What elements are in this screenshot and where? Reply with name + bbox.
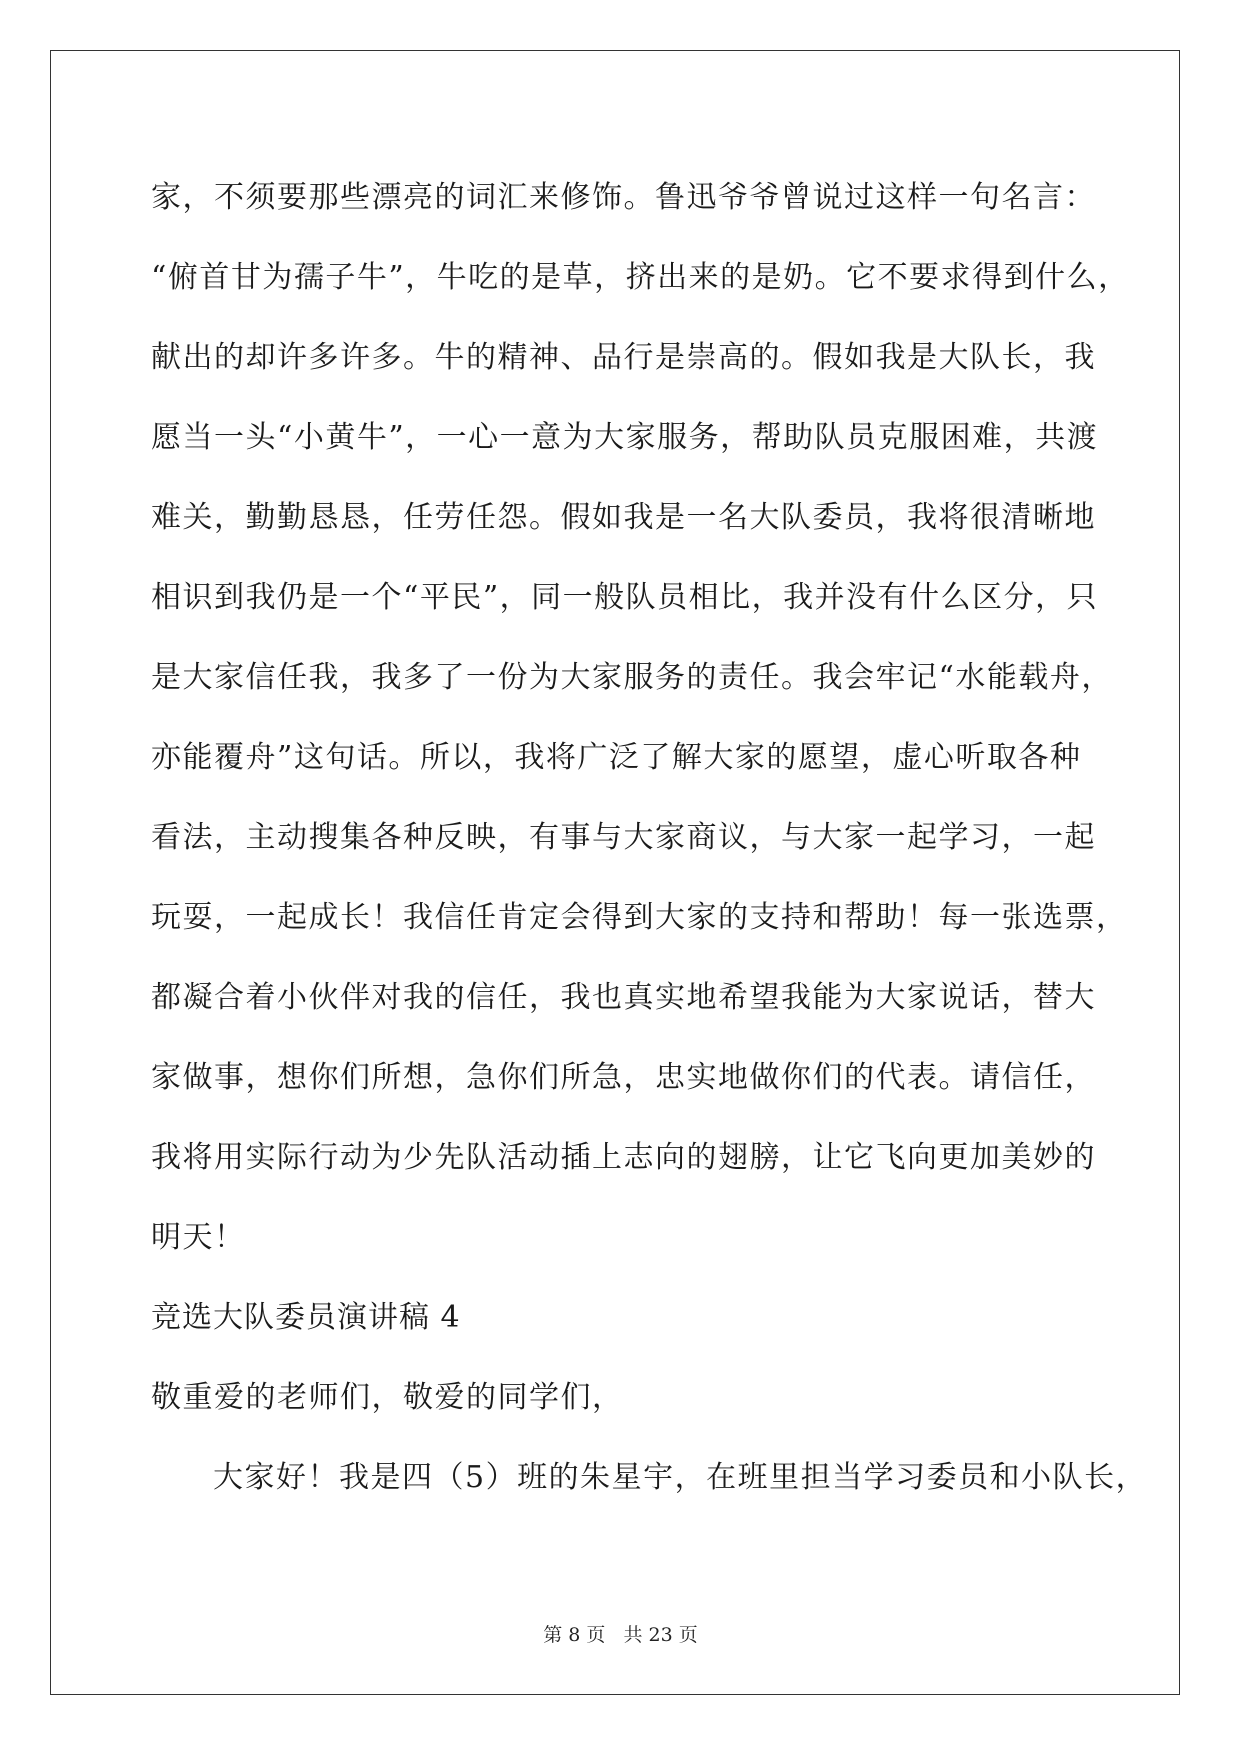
- text-line: 愿当一头“小黄牛”，一心一意为大家服务，帮助队员克服困难，共渡: [151, 420, 1099, 455]
- text-line: 我将用实际行动为少先队活动插上志向的翅膀，让它飞向更加美妙的: [151, 1140, 1096, 1175]
- document-body: [151, 158, 1148, 1518]
- text-line: 玩耍，一起成长！我信任肯定会得到大家的支持和帮助！每一张选票，: [151, 900, 1128, 935]
- text-line: 都凝合着小伙伴对我的信任，我也真实地希望我能为大家说话，替大: [151, 980, 1096, 1015]
- text-line: “俯首甘为孺子牛”，牛吃的是草，挤出来的是奶。它不要求得到什么，: [151, 260, 1130, 295]
- text-line: 家，不须要那些漂亮的词汇来修饰。鲁迅爷爷曾说过这样一句名言：: [151, 180, 1096, 215]
- salutation: 敬重爱的老师们，敬爱的同学们，: [151, 1380, 624, 1415]
- text-line: 亦能覆舟”这句话。所以，我将广泛了解大家的愿望，虚心听取各种: [151, 740, 1082, 775]
- text-line: 是大家信任我，我多了一份为大家服务的责任。我会牢记“水能载舟，: [151, 660, 1113, 695]
- opening-paragraph: 大家好！我是四（5）班的朱星宇，在班里担当学习委员和小队长，: [213, 1460, 1148, 1495]
- section-heading: 竞选大队委员演讲稿 4: [151, 1300, 461, 1335]
- text-line: 家做事，想你们所想，急你们所急，忠实地做你们的代表。请信任，: [151, 1060, 1096, 1095]
- page-number: 第 8 页: [543, 1624, 606, 1646]
- text-line: 献出的却许多许多。牛的精神、品行是崇高的。假如我是大队长，我: [151, 340, 1096, 375]
- text-line: 看法，主动搜集各种反映，有事与大家商议，与大家一起学习，一起: [151, 820, 1096, 855]
- text-line: 难关，勤勤恳恳，任劳任怨。假如我是一名大队委员，我将很清晰地: [151, 500, 1096, 535]
- text-line: 相识到我仍是一个“平民”，同一般队员相比，我并没有什么区分，只: [151, 580, 1099, 615]
- page-footer: [0, 1620, 1241, 1647]
- total-pages: 共 23 页: [623, 1624, 698, 1646]
- text-line: 明天！: [151, 1220, 246, 1255]
